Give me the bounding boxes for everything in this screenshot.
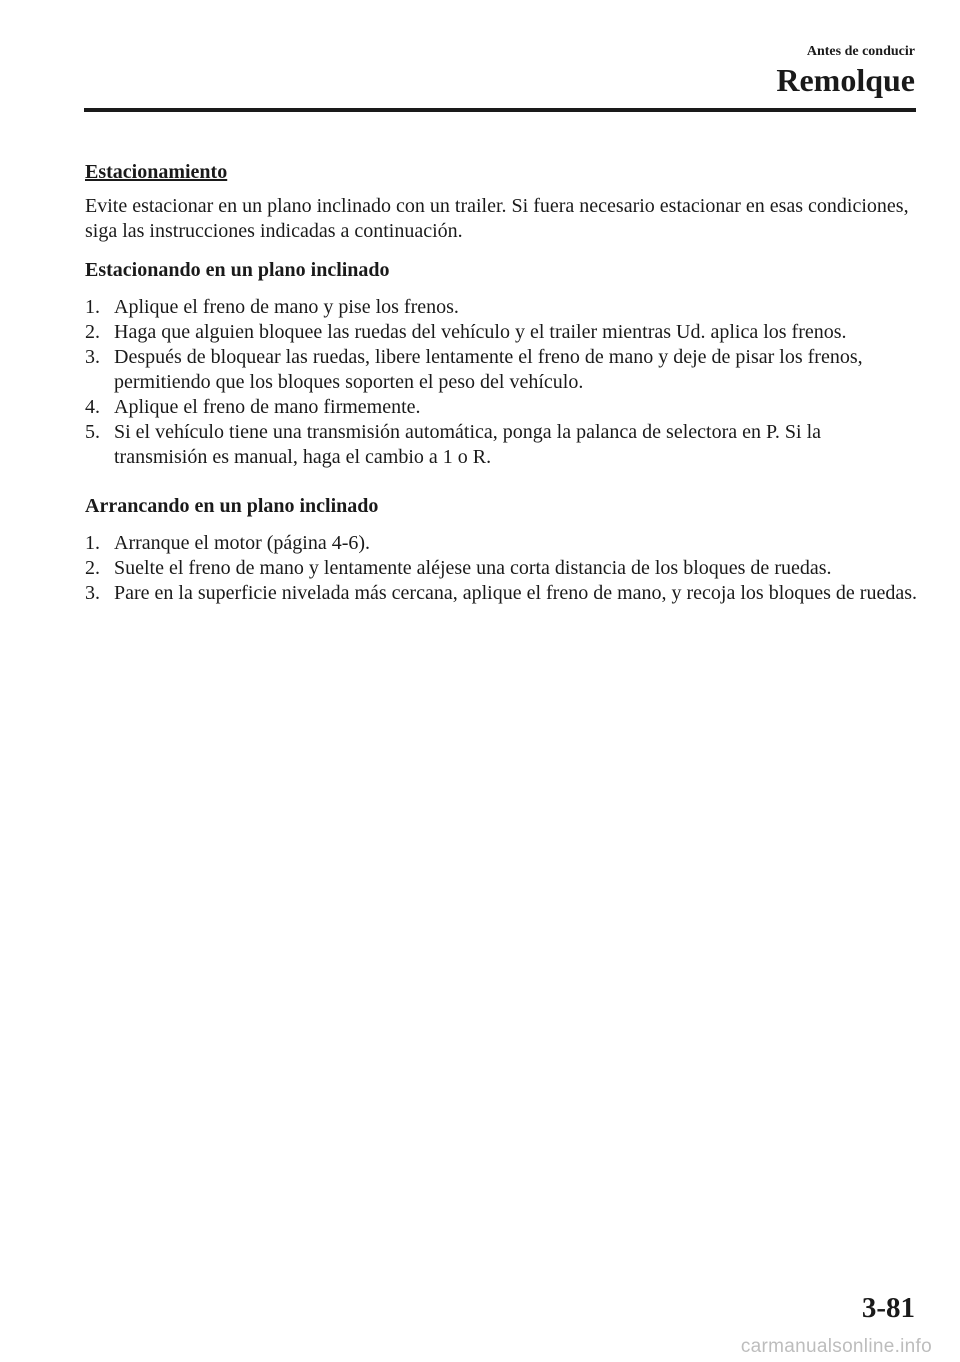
parking-step-4 [85, 395, 917, 420]
step-number: 2. [85, 321, 100, 343]
starting-step-2 [85, 556, 917, 581]
parking-step-5 [85, 420, 917, 470]
parking-steps [85, 295, 917, 470]
step-text: Si el vehículo tiene una transmisión automática, ponga la palanca de selectora en P. Si la transmisión es manual, haga el cambio a 1 o R. [114, 421, 822, 468]
parking-step-1 [85, 295, 917, 320]
page-content [85, 160, 917, 606]
step-number: 2. [85, 557, 100, 579]
step-number: 3. [85, 582, 100, 604]
chapter-title: Antes de conducir [806, 44, 915, 59]
step-number: 1. [85, 296, 100, 318]
step-text: Haga que alguien bloquee las ruedas del vehículo y el trailer mientras Ud. aplica los frenos. [114, 321, 847, 343]
step-number: 3. [85, 346, 100, 368]
parking-heading: Estacionando en un plano inclinado [85, 259, 390, 281]
page-header [776, 44, 915, 98]
starting-steps [85, 531, 917, 606]
step-number: 1. [85, 532, 100, 554]
parking-step-2 [85, 320, 917, 345]
step-text: Suelte el freno de mano y lentamente aléjese una corta distancia de los bloques de ruedas. [114, 557, 832, 579]
header-divider [84, 108, 916, 112]
starting-heading: Arrancando en un plano inclinado [85, 495, 379, 517]
step-text: Aplique el freno de mano y pise los frenos. [114, 296, 459, 318]
intro-paragraph: Evite estacionar en un plano inclinado con un trailer. Si fuera necesario estacionar en esas condiciones, siga las instrucciones indicadas a continuación. [85, 195, 909, 242]
step-text: Después de bloquear las ruedas, libere lentamente el freno de mano y deje de pisar los frenos, permitiendo que los bloques soporten el peso del vehículo. [114, 346, 863, 393]
starting-step-3 [85, 581, 917, 606]
step-text: Arranque el motor (página 4-6). [114, 532, 371, 554]
step-number: 4. [85, 396, 100, 418]
section-spacer [85, 470, 917, 494]
parking-step-3 [85, 345, 917, 395]
step-text: Aplique el freno de mano firmemente. [114, 396, 421, 418]
page-number: 3-81 [861, 1292, 915, 1324]
section-heading: Estacionamiento [85, 161, 228, 183]
step-number: 5. [85, 421, 100, 443]
section-title-header: Remolque [776, 62, 915, 98]
watermark-text: carmanualsonline.info [740, 1336, 932, 1357]
starting-step-1 [85, 531, 917, 556]
step-text: Pare en la superficie nivelada más cercana, aplique el freno de mano, y recoja los bloques de ruedas. [114, 582, 917, 604]
